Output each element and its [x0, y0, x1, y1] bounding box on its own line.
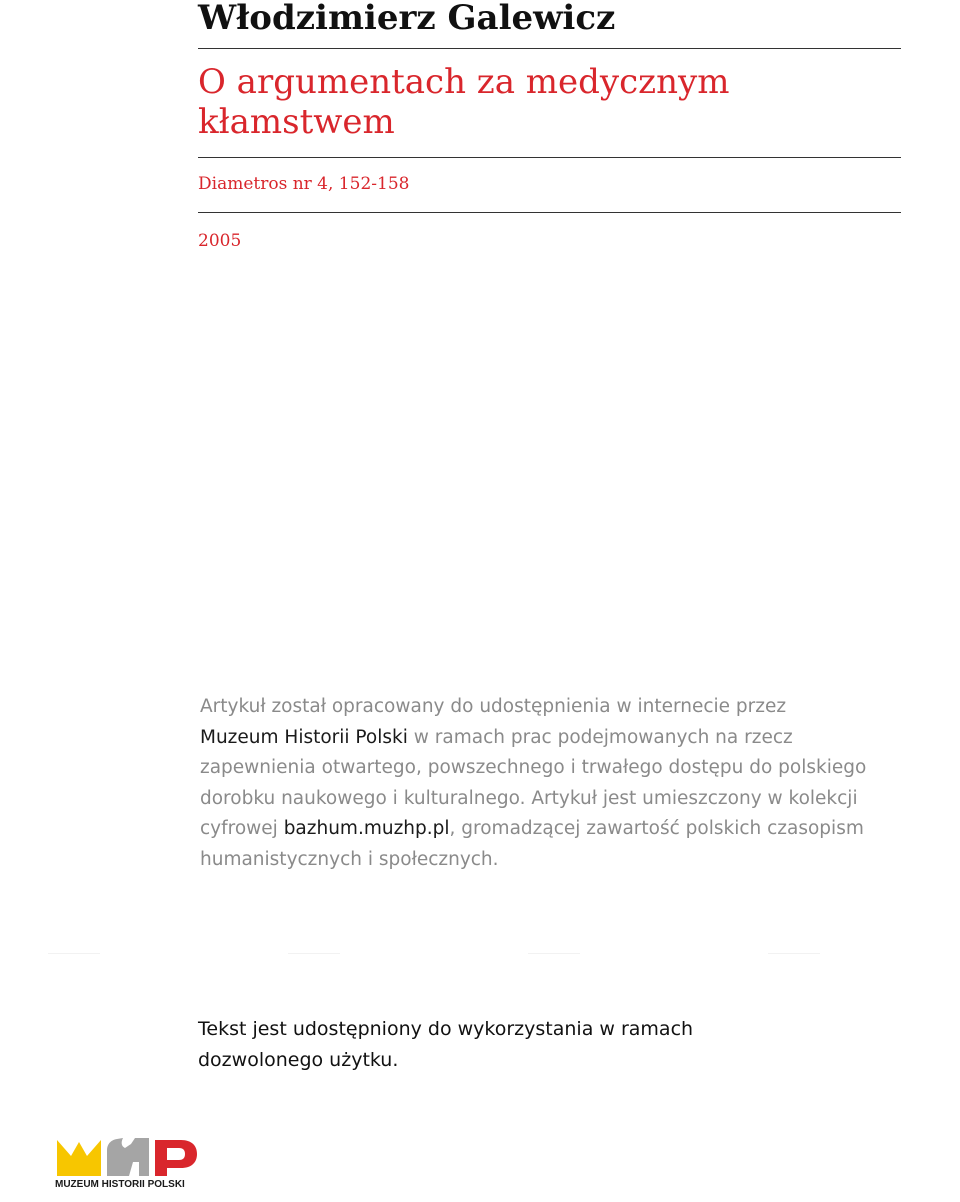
logo-crown-shape — [57, 1140, 101, 1176]
bazhum-link[interactable]: bazhum.muzhp.pl — [283, 818, 450, 839]
divider-source — [198, 212, 901, 213]
faint-mark — [48, 953, 100, 954]
divider-title — [198, 157, 901, 158]
article-title: O argumentach za medycznym kłamstwem — [198, 62, 730, 142]
museum-name: Muzeum Historii Polski — [200, 726, 408, 748]
publication-year: 2005 — [198, 231, 242, 251]
info-text-middle: w ramach prac podejmowanych na rzecz zapewnienia otwartego, powszechnego i trwałego dostępu do polskiego dorobku naukowego i kulturalnego. Artykuł jest umieszczony w kolekcji cyfrowej — [200, 726, 867, 839]
logo-eagle-shape — [107, 1138, 149, 1176]
info-paragraph — [200, 692, 900, 875]
info-line-1: Artykuł został opracowany do udostępnienia w internecie przez — [200, 696, 787, 717]
faint-mark — [528, 953, 580, 954]
usage-notice: Tekst jest udostępniony do wykorzystania w ramach dozwolonego użytku. — [198, 1018, 694, 1071]
journal-source: Diametros nr 4, 152-158 — [198, 174, 410, 194]
logo-p-shape — [155, 1140, 197, 1176]
author-name: Włodzimierz Galewicz — [198, 0, 616, 38]
faint-mark — [288, 953, 340, 954]
faint-mark — [768, 953, 820, 954]
info-text-end: , gromadzącej zawartość polskich czasopism humanistycznych i społecznych. — [200, 818, 864, 870]
museum-logo — [55, 1136, 205, 1194]
logo-caption: MUZEUM HISTORII POLSKI — [55, 1179, 185, 1190]
divider-top — [198, 48, 901, 49]
museum-logo-icon — [55, 1136, 205, 1178]
